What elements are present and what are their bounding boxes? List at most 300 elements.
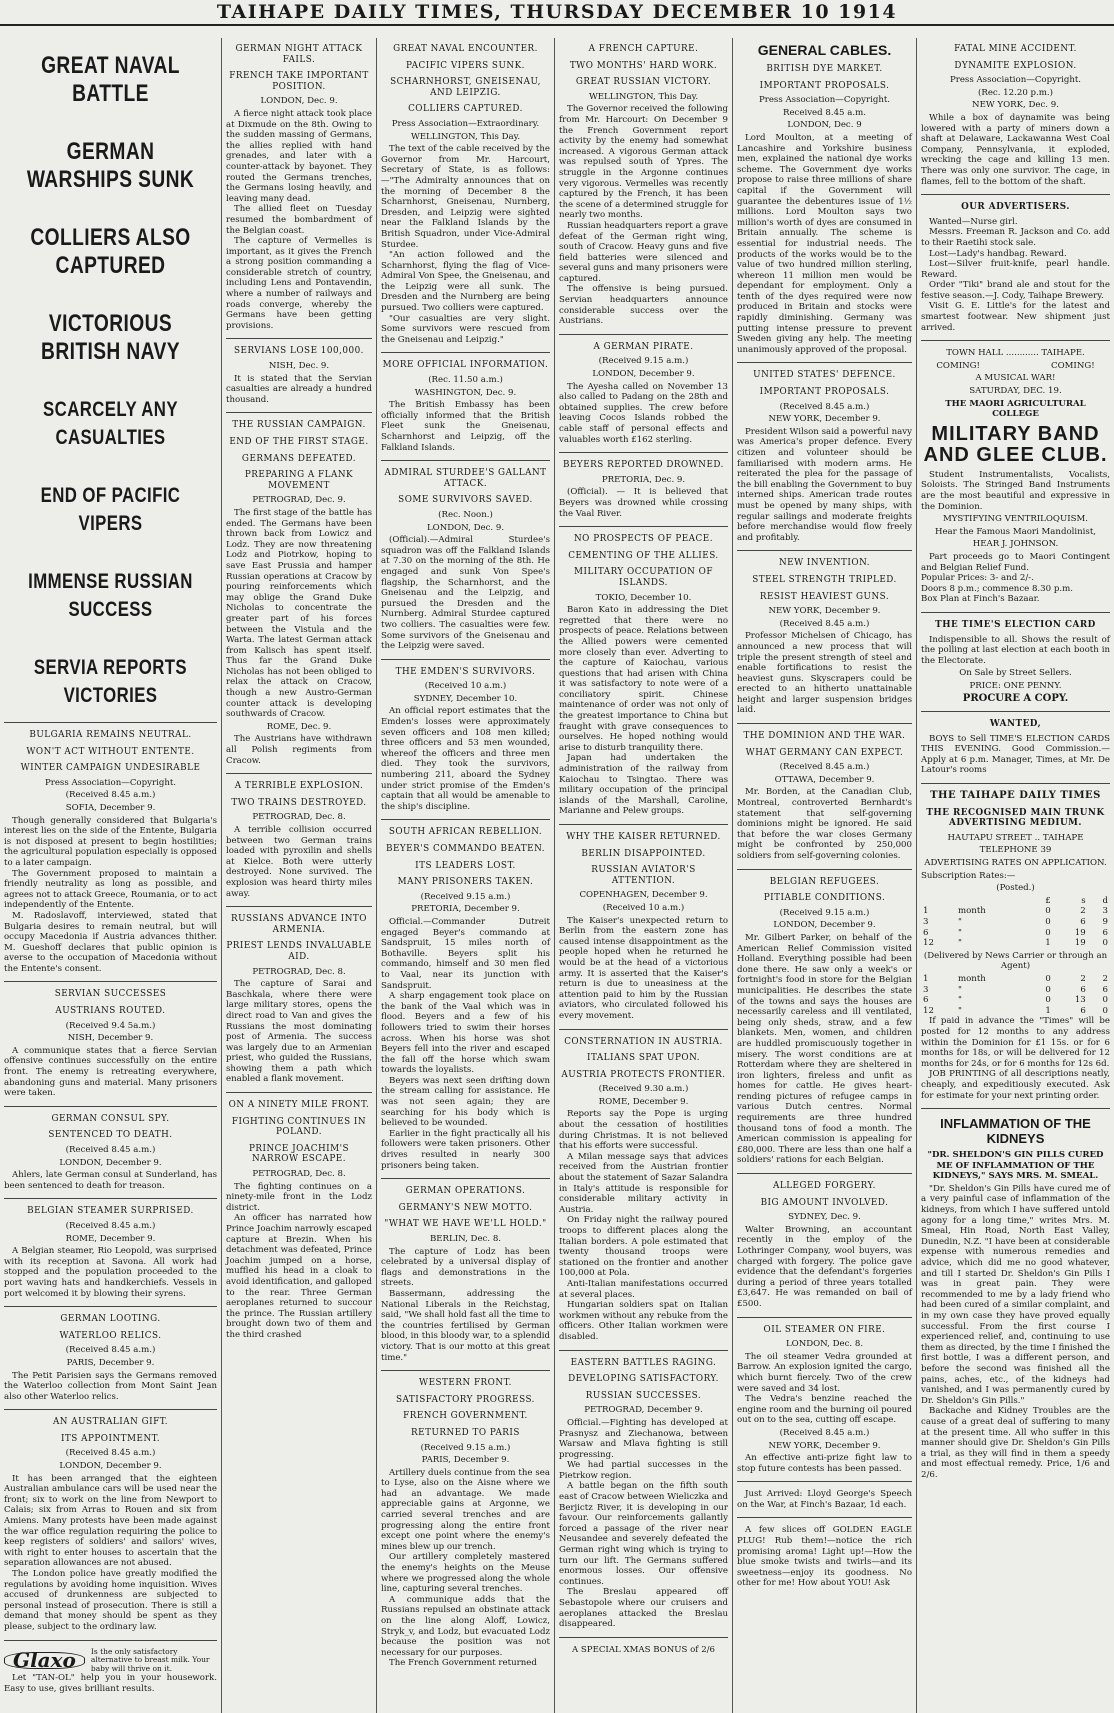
article-subheading: WON'T ACT WITHOUT ENTENTE. bbox=[26, 746, 195, 757]
article-subheading: AUSTRIANS ROUTED. bbox=[55, 1006, 166, 1017]
received-time: (Rec. 11.50 a.m.) bbox=[428, 375, 503, 386]
paragraph: Lord Moulton, at a meeting of Lancashire and Yorkshire business men, explained the national dye works scheme. The Government dye works propose to raise three millions of share capital if the Government will guarantee the debentures issue of 1½ millions. Lord Moulton says two million's worth of dyes are consumed in Britain annually. The scheme is essential for industrial needs. The products of the works would be to the value of two hundred million sterling, whereon 11 million men would be dependant for employment. Only a tenth of the dyes required were now produced in Britain and stocks were rapidly diminishing. Germany was putting intense pressure to prevent Sweden giving any help. The meeting unanimously approved of the proposal. bbox=[737, 132, 912, 355]
divider bbox=[737, 1173, 912, 1174]
paragraph: The Governor received the following from Mr. Harcourt: On December 9 the French Government report activity by the enemy had somewhat increased. A vigorous German attack was repulsed south of Ypres. The struggle in the Argonne continues very vigorous. Vermelles was recently captured by the French, it has been the scene of a determined struggle for nearly two months. bbox=[559, 104, 728, 221]
kidney-advert-subheading: "DR. SHELDON'S GIN PILLS CURED ME OF INFLAMMATION OF THE KIDNEYS," SAYS MRS. M. SMEAL. bbox=[927, 1150, 1104, 1182]
xmas-bonus-advert: A SPECIAL XMAS BONUS of 2/6 bbox=[571, 1644, 716, 1655]
table-cell: 6 bbox=[1080, 984, 1086, 995]
paragraph: The first stage of the battle has ended. The Germans have been thrown back from Lowicz and Lodz. They are now threatening Lodz and Piotrkow, hoping to save East Prussia and hamper Russian operations at Cracow by pouring reinforcements which may oblige the Grand Duke Nicholas to concentrate the greater part of his forces between the Vistula and the Warta. The latest German attack from Kalisch has spent itself. Thus far the Grand Duke Nicholas has not been obliged to relax the attack on Cracow, though a new Austro-German counter attack is developing southwards of Cracow. bbox=[226, 507, 372, 720]
divider bbox=[559, 452, 728, 453]
paragraph: BOYS to Sell TIME'S ELECTION CARDS THIS EVENING. Good Commission.—Apply at 6 p.m. Manager, Times, at Mr. De Latour's rooms bbox=[921, 733, 1110, 776]
table-row bbox=[921, 995, 1110, 1006]
dateline: ROME, Dec. 9. bbox=[266, 721, 332, 732]
divider bbox=[381, 659, 550, 660]
article-heading: GERMAN CONSUL SPY. bbox=[51, 1113, 170, 1124]
article-heading: GERMAN OPERATIONS. bbox=[405, 1186, 526, 1197]
article-heading: BRITISH DYE MARKET. bbox=[766, 64, 883, 74]
paragraph: Professor Michelsen of Chicago, has announced a new process that will triple the present strength of steel and enable fortifications to resist the heaviest guns. Skyscrapers could be erected to an hitherto unattainable height and larger suspension bridges laid. bbox=[737, 631, 912, 716]
article-subheading: DYNAMITE EXPLOSION. bbox=[954, 60, 1077, 71]
article-heading: A GERMAN PIRATE. bbox=[593, 341, 694, 352]
table-cell: 0 bbox=[1045, 927, 1051, 938]
dateline: NEW YORK, Dec. 9. bbox=[972, 100, 1059, 111]
paragraph: The Austrians have withdrawn all Polish regiments from Cracow. bbox=[226, 734, 372, 766]
table-cell: 6 bbox=[923, 995, 929, 1006]
article-subheading: FRENCH TAKE IMPORTANT POSITION. bbox=[229, 71, 369, 92]
paragraph: "Our casualties are very slight. Some survivors were rescued from the Gneisenau and Leipzig." bbox=[381, 313, 550, 345]
concert-band: MILITARY BAND AND GLEE CLUB. bbox=[923, 422, 1108, 466]
received-time: (Received 9.4 5a.m.) bbox=[65, 1020, 156, 1031]
received-time: (Rec. Noon.) bbox=[438, 509, 493, 520]
article-heading: GERMAN NIGHT ATTACK FAILS. bbox=[235, 44, 363, 65]
table-cell: 3 bbox=[923, 984, 929, 995]
concert-mystify: MYSTIFYING VENTRILOQUISM. bbox=[942, 514, 1089, 525]
column-4 bbox=[555, 38, 733, 1713]
advertiser-item: Messrs. Freeman R. Jackson and Co. add to their Raetihi stock sale. bbox=[921, 227, 1110, 248]
divider bbox=[559, 526, 728, 527]
headline-3: COLLIERS ALSO CAPTURED bbox=[30, 224, 191, 279]
article-heading: SOUTH AFRICAN REBELLION. bbox=[388, 827, 543, 838]
table-cell: 2 bbox=[1102, 973, 1108, 984]
received-time: (Received 8.45 a.m.) bbox=[779, 401, 870, 412]
delivered-rates-table bbox=[921, 974, 1110, 1016]
received-time: (Received 9.15 a.m.) bbox=[420, 1442, 511, 1453]
concert-johnson: HEAR J. JOHNSON. bbox=[972, 539, 1059, 550]
table-cell: 19 bbox=[1074, 927, 1086, 938]
section-heading: GENERAL CABLES. bbox=[757, 42, 892, 58]
article-heading: RUSSIANS ADVANCE INTO ARMENIA. bbox=[230, 914, 368, 935]
article-heading: ON A NINETY MILE FRONT. bbox=[228, 1100, 370, 1111]
divider bbox=[737, 1481, 912, 1482]
divider bbox=[921, 194, 1110, 195]
concert-college: THE MAORI AGRICULTURAL COLLEGE bbox=[945, 398, 1086, 420]
table-cell: 12 bbox=[923, 1005, 934, 1016]
received-time: (Received 9.30 a.m.) bbox=[598, 1084, 689, 1095]
table-cell: 6 bbox=[923, 927, 929, 938]
article-subheading: GREAT RUSSIAN VICTORY. bbox=[575, 77, 712, 88]
dateline: TOKIO, December 10. bbox=[595, 592, 692, 603]
glaxo-advert bbox=[4, 1648, 217, 1674]
dateline: LONDON, December 9. bbox=[59, 1157, 162, 1168]
article-heading: ADMIRAL STURDEE'S GALLANT ATTACK. bbox=[384, 468, 547, 489]
received-time: (Received 8.45 a.m.) bbox=[65, 790, 156, 801]
concert-prices: Popular Prices: 3- and 2/-. bbox=[921, 573, 1034, 584]
article-subheading: WATERLOO RELICS. bbox=[59, 1330, 162, 1341]
divider bbox=[381, 819, 550, 820]
table-cell: 1 bbox=[1045, 938, 1051, 949]
divider bbox=[381, 1370, 550, 1371]
paragraph: Official.—Commander Dutreit engaged Beyer's commando at Sandspruit, 15 miles north of Bothaville. Beyers split his commando, himself and 30 men fled to Vaal, near its junction with Sandspruit. bbox=[381, 916, 550, 991]
headline-1: GREAT NAVAL BATTLE bbox=[41, 52, 180, 107]
paragraph: The oil steamer Vedra grounded at Barrow. An explosion ignited the cargo, which burnt fiercely. Two of the crew were saved and 34 lost. bbox=[737, 1351, 912, 1394]
paragraph: Our artillery completely mastered the enemy's heights on the Meuse where we progressed along the whole line, capturing several trenches. bbox=[381, 1552, 550, 1595]
dateline: WELLINGTON, This Day. bbox=[588, 91, 699, 102]
divider bbox=[226, 1092, 372, 1093]
article-subheading: MANY PRISONERS TAKEN. bbox=[397, 877, 534, 888]
table-row bbox=[921, 938, 1110, 949]
dateline: PETROGRAD, December 9. bbox=[584, 1405, 703, 1416]
dateline: LONDON, Dec. 9. bbox=[426, 522, 505, 533]
received-time: (Received 9.15 a.m.) bbox=[779, 907, 870, 918]
divider bbox=[4, 1306, 217, 1307]
article-subheading: RUSSIAN SUCCESSES. bbox=[585, 1390, 702, 1401]
article-subheading: END OF THE FIRST STAGE. bbox=[229, 437, 369, 447]
article-heading: UNITED STATES' DEFENCE. bbox=[753, 370, 896, 381]
table-cell: month bbox=[957, 973, 986, 984]
table-cell: 1 bbox=[923, 906, 929, 917]
paragraph: The British Embassy has been officially informed that the British Fleet sunk the Gneisenau, Scharnhorst and Leipzig, off the Falkland Islands. bbox=[381, 400, 550, 453]
article-subheading: COLLIERS CAPTURED. bbox=[408, 104, 523, 115]
paragraph: The capture of Vermelles is important, as it gives the French a strong position commanding a considerable stretch of country, including Lens and Pontavendin, where a number of railways and roads converge, whereby the Germans have been getting provisions. bbox=[226, 236, 372, 331]
dateline: SOFIA, December 9. bbox=[65, 802, 156, 813]
paragraph: (Official). — It is believed that Beyers was drowned while crossing the Vaal River. bbox=[559, 487, 728, 519]
headline-4: VICTORIOUS BRITISH NAVY bbox=[41, 310, 180, 365]
dateline: LONDON, Dec. 9 bbox=[787, 120, 862, 131]
lloyd-george-advert: Just Arrived: Lloyd George's Speech on the War, at Finch's Bazaar, 1d each. bbox=[737, 1489, 912, 1510]
table-row bbox=[921, 896, 1110, 907]
paragraph: Student Instrumentalists, Vocalists, Soloists. The Stringed Band Instruments are the most beautiful and expressive in the Dominion. bbox=[921, 469, 1110, 512]
table-cell: 0 bbox=[1045, 906, 1051, 917]
table-cell: 6 bbox=[1102, 984, 1108, 995]
divider bbox=[737, 1317, 912, 1318]
received-time: (Received 8.45 a.m.) bbox=[65, 1448, 156, 1459]
dateline: PARIS, December 9. bbox=[421, 1455, 510, 1466]
paragraph: A communique states that a fierce Servian offensive continues successfully on the entire front. The enemy is retreating everywhere, abandoning guns and material. Many prisoners were taken. bbox=[4, 1045, 217, 1099]
paragraph: The fighting continues on a ninety-mile front in the Lodz district. bbox=[226, 1181, 372, 1213]
paragraph: The Ayesha called on November 13 also called to Padang on the 28th and obtained supplies. The crew before leaving Cocos Islands robbed the cable staff of personal effects and valuables worth £162 sterling. bbox=[559, 381, 728, 445]
divider bbox=[737, 723, 912, 724]
paragraph: President Wilson said a powerful navy was America's proper defence. Every citizen and volunteer should be familiarised with modern arms. He reiterated the plea for the passage of the bill enabling the Government to buy interned ships. American trade routes must be opened by many ships, with regular sailings and moderate freights before merchandise would flow freely and profitably. bbox=[737, 426, 912, 543]
paper-rates-heading: ADVERTISING RATES ON APPLICATION. bbox=[924, 858, 1107, 869]
tanol-advert: Let "TAN-OL" help you in your housework. Easy to use, gives brilliant results. bbox=[4, 1673, 217, 1694]
paragraph: Ahlers, late German consul at Sunderland, has been sentenced to death for treason. bbox=[4, 1170, 217, 1191]
divider bbox=[226, 773, 372, 774]
table-cell: 3 bbox=[923, 917, 929, 927]
paragraph: Official.—Fighting has developed at Prasnysz and Ziechanowa, between Warsaw and Mlava fighting is still progressing. bbox=[559, 1417, 728, 1460]
paragraph: Baron Kato in addressing the Diet regretted that there were no prospects of peace. Relations between the Allied powers were cemented more closely than ever. Adverting to the capture of Kaiochau, various questions that had arisen with China it was satisfactory to note were of a conciliatory spirit. Chinese maintenance of order was not only of the greatest importance to China but fraught with grave consequences to ourselves. He hoped nothing would arise to disturb tranquility there. bbox=[559, 605, 728, 753]
table-cell: 6 bbox=[1102, 927, 1108, 938]
article-heading: THE TAIHAPE DAILY TIMES bbox=[930, 790, 1101, 802]
article-subheading: SCHARNHORST, GNEISENAU, AND LEIPZIG. bbox=[390, 77, 541, 98]
paragraph: M. Radoslavoff, interviewed, stated that Bulgaria desires to remain neutral, but will occupy Macedonia if Austria advances thither. M. Gueshoff declares that public opinion is averse to the occupation of Macedonia without the Entente's consent. bbox=[4, 910, 217, 974]
paper-address: HAUTAPU STREET .. TAIHAPE bbox=[947, 832, 1084, 843]
table-row bbox=[921, 917, 1110, 928]
paragraph: Bassermann, addressing the National Liberals in the Reichstag, said, "We shall hold fast all the time to the countries fertilised by German blood, in this bloody war, to a splendid victory. That is our motto at this great time." bbox=[381, 1288, 550, 1363]
paragraph: Indispensible to all. Shows the result of the polling at last election at each booth in the Electorate. bbox=[921, 634, 1110, 666]
article-subheading: "WHAT WE HAVE WE'LL HOLD." bbox=[384, 1219, 547, 1230]
table-cell: " bbox=[957, 984, 962, 995]
table-cell: 3 bbox=[1102, 906, 1108, 917]
table-cell: 1 bbox=[923, 973, 929, 984]
kidney-advert-heading: INFLAMMATION OF THE KIDNEYS bbox=[940, 1116, 1091, 1147]
dateline: NEW YORK, December 9. bbox=[768, 1440, 881, 1451]
divider bbox=[226, 906, 372, 907]
paragraph: A terrible collision occurred between two German trains loaded with pyroxilin and shells at Kielce. Both were utterly destroyed. None survived. The explosion was heard thirty miles away. bbox=[226, 825, 372, 899]
divider bbox=[737, 362, 912, 363]
article-heading: THE RUSSIAN CAMPAIGN. bbox=[232, 420, 366, 431]
article-subheading: RUSSIAN AVIATOR'S ATTENTION. bbox=[591, 865, 696, 886]
dateline: OTTAWA, December 9. bbox=[774, 774, 875, 785]
table-cell: 2 bbox=[1080, 973, 1086, 984]
table-cell: " bbox=[957, 995, 962, 1006]
article-heading: OUR ADVERTISERS. bbox=[961, 202, 1070, 213]
divider bbox=[381, 460, 550, 461]
column-6 bbox=[917, 38, 1114, 1713]
article-subheading: WHAT GERMANY CAN EXPECT. bbox=[745, 747, 904, 758]
table-row bbox=[921, 928, 1110, 939]
divider bbox=[921, 783, 1110, 784]
glaxo-logo: Glaxo bbox=[4, 1652, 85, 1669]
headline-8: SERVIA REPORTS VICTORIES bbox=[33, 656, 188, 707]
article-heading: SERVIAN SUCCESSES bbox=[54, 989, 167, 1000]
article-subheading: ITALIANS SPAT UPON. bbox=[586, 1053, 701, 1064]
table-cell: 0 bbox=[1102, 995, 1108, 1006]
article-heading: BULGARIA REMAINS NEUTRAL. bbox=[29, 730, 192, 740]
paragraph: Though generally considered that Bulgaria's interest lies on the side of the Entente, Bulgaria is not disposed at present to begin hostilities; the agricultural population especially is opposed to a later campaign. bbox=[4, 815, 217, 868]
received-time: (Received 8.45 a.m.) bbox=[65, 1220, 156, 1231]
table-cell: 1 bbox=[1045, 1005, 1051, 1016]
article-subheading: PACIFIC VIPERS SUNK. bbox=[406, 60, 525, 71]
paragraph: It has been arranged that the eighteen Australian ambulance cars will be used near the front; six to work on the line from Newport to Calais; six from Arras to Rouen and six from Amiens. Many protests have been made against the war office regulation requiring the police to keep registers of soldiers' and sailors' wives, with right to enter houses to ascertain that the separation allowances are not abused. bbox=[4, 1473, 217, 1569]
dateline: LONDON, December 9. bbox=[592, 369, 695, 380]
dateline: BERLIN, Dec. 8. bbox=[429, 1234, 502, 1244]
dateline: SYDNEY, Dec. 9. bbox=[788, 1212, 861, 1223]
table-cell: 19 bbox=[1074, 938, 1086, 949]
article-subheading: RETURNED TO PARIS bbox=[411, 1427, 520, 1438]
table-cell: 0 bbox=[1045, 917, 1051, 927]
divider bbox=[559, 1637, 728, 1638]
dateline: LONDON, December 9. bbox=[59, 1461, 162, 1472]
received-time: (Received 8.45 a.m.) bbox=[779, 762, 870, 773]
paper-telephone: TELEPHONE 39 bbox=[979, 845, 1052, 856]
table-cell: 9 bbox=[1102, 917, 1108, 927]
article-subheading: BEYER'S COMMANDO BEATEN. bbox=[385, 844, 546, 854]
article-heading: A TERRIBLE EXPLOSION. bbox=[234, 781, 364, 792]
table-cell: " bbox=[957, 927, 962, 938]
paragraph: The capture of Lodz has been celebrated by a universal display of flags and demonstrations in the streets. bbox=[381, 1246, 550, 1289]
column-1 bbox=[0, 38, 222, 1713]
table-row bbox=[921, 985, 1110, 996]
table-cell: £ bbox=[1045, 895, 1051, 906]
table-row bbox=[921, 974, 1110, 985]
paragraph: A fierce night attack took place at Dixmude on the 8th. Owing to the sudden massing of Germans, the allies replied with hand grenades, and later with a counter-attack by bayonet. They routed the Germans trenches, the Germans losing heavily, and leaving many dead. bbox=[226, 108, 372, 204]
column-5 bbox=[733, 38, 917, 1713]
table-cell: 0 bbox=[1045, 995, 1051, 1006]
divider bbox=[4, 1106, 217, 1107]
golden-eagle-advert: A few slices off GOLDEN EAGLE PLUG! Rub them!—notice the rich promising aroma! Light up!—How the blue smoke twists and twirls—and its sweetness—enjoy its goodness. No other for me! How about YOU! Ask bbox=[737, 1525, 912, 1589]
dateline: PETROGRAD, Dec. 9. bbox=[252, 495, 346, 506]
paragraph: "Dr. Sheldon's Gin Pills have cured me of a very painful case of inflammation of the kidneys, from which I have suffered untold agony for a long time," writes Mrs. M. Smeal, Hin Road, North East Valley, Dunedin, N.Z. "I have been at considerable expense with numerous remedies and advice, which did me no good whatever, and till I started Dr. Sheldon's Gin Pills I was in great pain. They were recommended to me by a lady friend who had been cured of a similar complaint, and in my own case they have proved equally successful. From the first course I experienced relief, and, continuing to use them as directed, by the time I finished the first bottle, I was a different person, and before the second was finished all the pains, aches, etc., of the kidneys had vanished, and I was permanently cured by Dr. Sheldon's Gin Pills." bbox=[921, 1183, 1110, 1406]
dateline: NEW YORK, December 9. bbox=[768, 606, 881, 617]
paragraph: Beyers was next seen drifting down the stream calling for assistance. He was not seen again; they are searching for his body which is believed to be wounded. bbox=[381, 1075, 550, 1129]
table-cell: 0 bbox=[1045, 973, 1051, 984]
paragraph: Russian headquarters report a grave defeat of the German right wing, south of Cracow. Heavy guns and five field batteries were silenced and several guns and many prisoners were captured. bbox=[559, 220, 728, 284]
table-cell: month bbox=[957, 906, 986, 917]
divider bbox=[559, 1350, 728, 1351]
received-time: Received 8.45 a.m. bbox=[783, 107, 866, 118]
paragraph: A sharp engagement took place on the bank of the Vaal which was in flood. Beyers and a few of his followers tried to swim their horses across. When his horse was shot Beyers fell into the river and escaped the fall off the horse which swam towards the loyalists. bbox=[381, 991, 550, 1076]
article-subheading: ITS LEADERS LOST. bbox=[415, 860, 516, 871]
columns bbox=[0, 38, 1114, 1713]
article-heading: CONSTERNATION IN AUSTRIA. bbox=[564, 1036, 723, 1047]
received-time: (Received 8.45 a.m.) bbox=[779, 618, 870, 629]
paragraph: The Kaiser's unexpected return to Berlin from the eastern zone has caused intense disappointment as the people hoped when he returned he would be at the head of a victorious army. It is asserted that the Kaiser's return is due to uneasiness at the attention paid to him by the Russian aviators, who circulated followed his every movement. bbox=[559, 915, 728, 1021]
paragraph: Walter Browning, an accountant recently in the employ of the Lothringer Company, wool buyers, was charged with forgery. The police gave evidence that the defendant's forgeries during a period of three years totalled £3,647. He was remanded on bail of £500. bbox=[737, 1224, 912, 1309]
article-heading: THE EMDEN'S SURVIVORS. bbox=[395, 666, 536, 677]
paragraph: The Petit Parisien says the Germans removed the Waterloo collection from Mont Saint Jean also other Waterloo relics. bbox=[4, 1370, 217, 1402]
divider bbox=[921, 1108, 1110, 1109]
advertiser-item: Visit G. E. Little's for the latest and smartest footwear. New shipment just arrived. bbox=[921, 301, 1110, 333]
article-heading: FATAL MINE ACCIDENT. bbox=[954, 44, 1077, 54]
table-cell: 12 bbox=[923, 938, 934, 949]
credit: Press Association—Copyright. bbox=[758, 95, 891, 106]
article-heading: BELGIAN STEAMER SURPRISED. bbox=[27, 1206, 194, 1217]
article-heading: OIL STEAMER ON FIRE. bbox=[763, 1324, 886, 1335]
paragraph: (Official).—Admiral Sturdee's squadron was off the Falkland Islands at 7.30 on the morning of the 8th. He engaged and sunk Von Spee's flagship, the Scharnhorst, and the Gneisenau and the Leipzig, and pursued the Dresden and the Nurnberg. Admiral Sturdee captured two colliers. The casualties were few. Some survivors of the Gneisenau and the Leipzig were saved. bbox=[381, 535, 550, 652]
article-heading: BELGIAN REFUGEES. bbox=[769, 876, 880, 887]
paragraph: On Friday night the railway poured troops to different places along the Italian borders. A pole estimated that twenty thousand troops were stationed on the frontier and another 100,000 at Pola. bbox=[559, 1215, 728, 1279]
paragraph: "An action followed and the Scharnhorst, flying the flag of Vice-Admiral Von Spee, the Gneisenau, and the Leipzig were all sunk. The Dresden and the Nurnberg are being pursued. Two colliers were captured. bbox=[381, 250, 550, 314]
article-subheading: BERLIN DISAPPOINTED. bbox=[581, 848, 706, 859]
paragraph: It is stated that the Servian casualties are already a hundred thousand. bbox=[226, 373, 372, 405]
table-cell: 0 bbox=[1102, 1005, 1108, 1016]
table-cell: " bbox=[957, 917, 962, 927]
table-row bbox=[921, 1006, 1110, 1017]
article-subheading: WINTER CAMPAIGN UNDESIRABLE bbox=[20, 763, 201, 774]
article-subheading: GERMANS DEFEATED. bbox=[241, 453, 357, 464]
article-heading: GREAT NAVAL ENCOUNTER. bbox=[393, 44, 538, 54]
dateline: LONDON, Dec. 8. bbox=[785, 1339, 864, 1350]
divider bbox=[921, 711, 1110, 712]
card-sale: On Sale by Street Sellers. bbox=[959, 668, 1072, 679]
dateline: WASHINGTON, Dec. 9. bbox=[414, 387, 517, 398]
dateline: NISH, December 9. bbox=[67, 1033, 154, 1044]
paragraph: Earlier in the fight practically all his followers were taken prisoners. Other drives resulted in nearly 300 prisoners being taken. bbox=[381, 1128, 550, 1171]
credit: Press Association—Copyright. bbox=[949, 75, 1082, 86]
article-heading: NO PROSPECTS OF PEACE. bbox=[573, 534, 713, 545]
article-subheading: PITIABLE CONDITIONS. bbox=[763, 893, 886, 904]
article-subheading: DEVELOPING SATISFACTORY. bbox=[568, 1374, 719, 1385]
paragraph: The Government proposed to maintain a friendly neutrality as long as possible, and agrees not to attack Greece, Roumania, or to act independently of the Entente. bbox=[4, 868, 217, 911]
article-subheading: STEEL STRENGTH TRIPLED. bbox=[752, 574, 897, 585]
received-time: (Received 10 a.m.) bbox=[602, 902, 685, 913]
dateline: LONDON, December 9. bbox=[773, 920, 876, 931]
article-subheading: RESIST HEAVIEST GUNS. bbox=[759, 591, 890, 602]
advertiser-item: Lost—Silver fruit-knife, pearl handle. Reward. bbox=[921, 259, 1110, 280]
paragraph: The capture of Sarai and Baschkala, where there were large military stores, opens the direct road to Van and gives the Russians the most dominating post of Armenia. The success was largely due to an Armenian priest, who guided the Russians, showing them a path which enabled a flank movement. bbox=[226, 979, 372, 1085]
divider bbox=[737, 550, 912, 551]
article-heading: ALLEGED FORGERY. bbox=[773, 1181, 876, 1192]
article-heading: WESTERN FRONT. bbox=[419, 1378, 512, 1389]
article-subheading: PRINCE JOACHIM'S NARROW ESCAPE. bbox=[248, 1143, 350, 1165]
article-subheading: SATISFACTORY PROGRESS. bbox=[396, 1394, 535, 1405]
column-2 bbox=[222, 38, 377, 1713]
paragraph: The offensive is being pursued. Servian headquarters announce considerable success over the Austrians. bbox=[559, 284, 728, 327]
paragraph: Anti-Italian manifestations occurred at several places. bbox=[559, 1278, 728, 1300]
received-time: (Received 8.45 a.m.) bbox=[65, 1145, 156, 1155]
paragraph: The allied fleet on Tuesday resumed the bombardment of the Belgian coast. bbox=[226, 204, 372, 236]
masthead: TAIHAPE DAILY TIMES, THURSDAY DECEMBER 10 1914 bbox=[0, 0, 1114, 26]
credit: Press Association—Copyright. bbox=[44, 777, 177, 788]
divider bbox=[4, 722, 217, 723]
received-time: (Received 10 a.m.) bbox=[424, 681, 507, 692]
article-subheading: TWO TRAINS DESTROYED. bbox=[231, 797, 367, 808]
paragraph: An effective anti-prize fight law to stop future contests has been passed. bbox=[737, 1453, 912, 1474]
paragraph: The French Government returned bbox=[389, 1658, 537, 1669]
paragraph: Reports say the Pope is urging about the cessation of hostilities during Christmas. It is not believed that his efforts were successful. bbox=[559, 1109, 728, 1152]
table-row bbox=[921, 906, 1110, 917]
table-cell: 0 bbox=[1102, 938, 1108, 949]
paragraph: Mr. Borden, at the Canadian Club, Montreal, controverted Bernhardt's statement that self-governing dominions might be ignored. He said that before the war closes Germany might be confronted by 250,000 soldiers from self-governing colonies. bbox=[737, 787, 912, 861]
headline-7: IMMENSE RUSSIAN SUCCESS bbox=[28, 570, 193, 621]
divider bbox=[737, 869, 912, 870]
article-subheading: MILITARY OCCUPATION OF ISLANDS. bbox=[574, 567, 713, 588]
table-cell: s bbox=[1081, 895, 1086, 906]
dateline: WELLINGTON, This Day. bbox=[410, 131, 521, 142]
article-heading: AN AUSTRALIAN GIFT. bbox=[52, 1417, 169, 1428]
article-subheading: FIGHTING CONTINUES IN POLAND. bbox=[231, 1116, 367, 1138]
article-heading: WANTED, bbox=[989, 719, 1042, 730]
glaxo-text: Is the only satisfactory alternative to breast milk. Your baby will thrive on it. bbox=[90, 1646, 210, 1673]
article-subheading: IMPORTANT PROPOSALS. bbox=[759, 387, 890, 398]
card-price: PRICE: ONE PENNY. bbox=[969, 680, 1062, 691]
article-subheading: FRENCH GOVERNMENT. bbox=[403, 1411, 528, 1422]
column-3 bbox=[377, 38, 555, 1713]
paragraph: The text of the cable received by the Governor from Mr. Harcourt, Secretary of State, is as follows:—"The Admiralty announces that on the morning of December 8 the Scharnhorst, Gneisenau, Nurnberg, Dresden, and Leipzig were sighted near the Falkland Islands by the British Squadron, under Vice-Admiral Sturdee. bbox=[381, 144, 550, 250]
paragraph: Japan had undertaken the administration of the railway from Kaiochau to Tsingtao. There was military occupation of the principal islands of the Marshall, Caroline, Marianne and Pelew groups. bbox=[559, 753, 728, 817]
paragraph: We had partial successes in the Pietrkow region. bbox=[559, 1460, 728, 1481]
paragraph: A Milan message says that advices received from the Austrian frontier about the statement of Sazar Salandra in Italy's attitude is responsible for considerable military activity in Austria. bbox=[559, 1151, 728, 1215]
card-procure: PROCURE A COPY. bbox=[962, 692, 1069, 704]
article-subheading: TWO MONTHS' HARD WORK. bbox=[569, 60, 718, 71]
dateline: ROME, December 9. bbox=[65, 1233, 156, 1244]
table-cell: d bbox=[1102, 895, 1108, 906]
concert-coming: COMING! COMING! bbox=[936, 360, 1095, 371]
posted-rates-table bbox=[921, 896, 1110, 949]
divider bbox=[4, 1198, 217, 1199]
paragraph: Part proceeds go to Maori Contingent and Belgian Relief Fund. bbox=[921, 551, 1110, 573]
dateline: PETROGRAD, Dec. 8. bbox=[252, 1169, 346, 1180]
divider bbox=[4, 1640, 217, 1641]
concert-doors: Doors 8 p.m.; commence 8.30 p.m. bbox=[921, 583, 1073, 594]
divider bbox=[226, 412, 372, 413]
advertiser-item: Lost—Lady's handbag. Reward. bbox=[929, 248, 1067, 259]
divider bbox=[737, 1517, 912, 1518]
concert-hear: Hear the Famous Maori Mandolinist, bbox=[934, 526, 1097, 537]
article-subheading: THE RECOGNISED MAIN TRUNK ADVERTISING MEDIUM. bbox=[926, 807, 1105, 829]
advertiser-item: Wanted—Nurse girl. bbox=[929, 216, 1018, 227]
received-time: (Received 8.45 a.m.) bbox=[65, 1345, 156, 1356]
posted-label: (Posted.) bbox=[996, 883, 1035, 894]
article-heading: THE DOMINION AND THE WAR. bbox=[743, 731, 906, 742]
paragraph: An official report estimates that the Emden's losses were approximately seven officers and 108 men killed; three officers and 53 men wounded, whereof the officers and three men died. They took the survivors, numbering 211, aboard the Sydney under strict promise of the Emden's captain that all would be amenable to the ship's discipline. bbox=[381, 706, 550, 812]
article-subheading: SENTENCED TO DEATH. bbox=[48, 1130, 173, 1141]
dateline: PRETORIA, Dec. 9. bbox=[601, 474, 686, 485]
paragraph: The London police have greatly modified the regulations by avoiding home inquisition. Wives accused of drunkenness are subjected to personal instead of prosecution. There is still a demand that money should be spent as they please, subject to the ordinary law. bbox=[4, 1569, 217, 1632]
divider bbox=[559, 334, 728, 335]
paragraph: A communique adds that the Russians repulsed an obstinate attack on the line along Aloff, Lowicz, Stryk_v, and Lodz, but evacuated Lodz because the position was not necessary for our purposes. bbox=[381, 1594, 550, 1658]
article-subheading: CEMENTING OF THE ALLIES. bbox=[568, 550, 719, 561]
headline-6: END OF PACIFIC VIPERS bbox=[40, 484, 181, 535]
article-subheading: ITS APPOINTMENT. bbox=[60, 1433, 161, 1444]
table-cell: 6 bbox=[1080, 917, 1086, 927]
paragraph: Hungarian soldiers spat on Italian workmen without any rebuke from the officers. Other Italian workmen were disabled. bbox=[559, 1300, 728, 1342]
table-cell: 0 bbox=[1045, 984, 1051, 995]
article-subheading: IMPORTANT PROPOSALS. bbox=[759, 80, 890, 91]
article-subheading: AUSTRIA PROTECTS FRONTIER. bbox=[561, 1069, 726, 1080]
dateline: LONDON, Dec. 9. bbox=[260, 96, 338, 107]
received-time: (Received 9.15 a.m.) bbox=[598, 356, 689, 367]
article-subheading: PREPARING A FLANK MOVEMENT bbox=[244, 470, 354, 491]
